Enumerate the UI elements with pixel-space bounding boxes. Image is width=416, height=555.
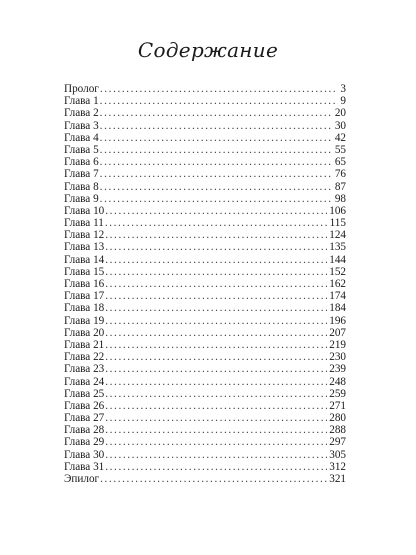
- toc-entry-page-number: 55: [334, 143, 346, 156]
- toc-entry: [64, 376, 346, 388]
- toc-entry-label: Глава 18: [64, 302, 105, 315]
- toc-entry: [64, 278, 346, 290]
- toc-dot-leader: [105, 424, 327, 436]
- toc-entry-page-number: 98: [334, 192, 346, 205]
- toc-dot-leader: [100, 120, 333, 132]
- toc-entry: [64, 95, 346, 107]
- toc-dot-leader: [105, 217, 328, 229]
- toc-entry-page-number: 124: [329, 229, 346, 242]
- toc-entry: [64, 461, 346, 473]
- toc-entry-label: Глава 8: [64, 180, 99, 193]
- toc-entry-label: Глава 24: [64, 375, 105, 388]
- toc-entry-label: Глава 27: [64, 412, 105, 425]
- toc-entry: [64, 400, 346, 412]
- toc-entry: [64, 388, 346, 400]
- toc-entry-page-number: 87: [334, 180, 346, 193]
- toc-dot-leader: [105, 241, 327, 253]
- toc-dot-leader: [105, 327, 327, 339]
- toc-entry-label: Глава 2: [64, 107, 99, 120]
- toc-entry-page-number: 219: [329, 338, 346, 351]
- toc-entry-label: Глава 25: [64, 387, 105, 400]
- toc-dot-leader: [105, 290, 327, 302]
- toc-entry: [64, 412, 346, 424]
- toc-entry: [64, 229, 346, 241]
- toc-dot-leader: [105, 376, 327, 388]
- toc-dot-leader: [105, 205, 327, 217]
- toc-dot-leader: [105, 351, 327, 363]
- toc-entry-page-number: 144: [329, 253, 346, 266]
- toc-dot-leader: [100, 83, 339, 95]
- toc-entry: [64, 424, 346, 436]
- toc-entry-label: Эпилог: [64, 473, 100, 485]
- toc-entry: [64, 327, 346, 339]
- toc-entry: [64, 315, 346, 327]
- toc-entry-label: Глава 7: [64, 168, 99, 181]
- toc-entry: [64, 290, 346, 302]
- toc-dot-leader: [100, 181, 333, 193]
- toc-dot-leader: [105, 229, 327, 241]
- toc-entry-label: Глава 5: [64, 143, 99, 156]
- toc-entry-page-number: 312: [329, 460, 346, 473]
- toc-entry-label: Глава 11: [64, 217, 104, 230]
- toc-entry: [64, 107, 346, 119]
- toc-entry: [64, 181, 346, 193]
- toc-entry-page-number: 196: [329, 314, 346, 327]
- toc-entry-label: Глава 31: [64, 460, 105, 473]
- toc-entry: [64, 363, 346, 375]
- toc-entry-label: Глава 1: [64, 95, 99, 108]
- toc-entry-page-number: 152: [329, 265, 346, 278]
- toc-entry: [64, 254, 346, 266]
- toc-dot-leader: [100, 168, 333, 180]
- toc-entry-label: Глава 17: [64, 290, 105, 303]
- toc-entry-page-number: 305: [329, 448, 346, 461]
- toc-entry: [64, 473, 346, 485]
- toc-entry-page-number: 20: [334, 107, 346, 120]
- toc-dot-leader: [105, 412, 327, 424]
- toc-entry-page-number: 321: [329, 473, 346, 485]
- toc-entry-page-number: 162: [329, 278, 346, 290]
- toc-entry-page-number: 30: [334, 119, 346, 132]
- toc-dot-leader: [105, 302, 327, 314]
- toc-dot-leader: [105, 266, 327, 278]
- toc-dot-leader: [105, 388, 327, 400]
- toc-entry-label: Глава 4: [64, 131, 99, 144]
- toc-entry-page-number: 239: [329, 363, 346, 376]
- toc-entry-label: Глава 14: [64, 253, 105, 266]
- toc-dot-leader: [105, 315, 327, 327]
- toc-entry: [64, 266, 346, 278]
- toc-entry-page-number: 297: [329, 436, 346, 449]
- toc-entry: [64, 132, 346, 144]
- toc-entry-page-number: 271: [329, 399, 346, 412]
- toc-entry: [64, 193, 346, 205]
- toc-entry-label: Глава 22: [64, 351, 105, 364]
- toc-entry-page-number: 135: [329, 241, 346, 254]
- toc-dot-leader: [105, 339, 327, 351]
- toc-entry-page-number: 230: [329, 351, 346, 364]
- toc-entry: [64, 83, 346, 95]
- toc-entry: [64, 217, 346, 229]
- toc-entry-page-number: 65: [334, 156, 346, 169]
- toc-dot-leader: [105, 363, 327, 375]
- toc-entry-page-number: 106: [329, 204, 346, 217]
- toc-entry-label: Глава 6: [64, 156, 99, 169]
- toc-entry-page-number: 42: [334, 131, 346, 144]
- toc-dot-leader: [105, 436, 327, 448]
- toc-entry-label: Глава 28: [64, 424, 105, 437]
- toc-entry-label: Глава 23: [64, 363, 105, 376]
- toc-entry-label: Глава 21: [64, 338, 105, 351]
- toc-dot-leader: [100, 473, 327, 485]
- toc-dot-leader: [105, 449, 327, 461]
- toc-entry-label: Глава 19: [64, 314, 105, 327]
- toc-entry-page-number: 288: [329, 424, 346, 437]
- toc-dot-leader: [100, 156, 333, 168]
- toc-entry: [64, 436, 346, 448]
- toc-entry-label: Глава 16: [64, 278, 105, 290]
- toc-entry-label: Глава 12: [64, 229, 105, 242]
- toc-entry-label: Глава 9: [64, 192, 99, 205]
- toc-entry-page-number: 207: [329, 326, 346, 339]
- toc-entry: [64, 120, 346, 132]
- toc-entry-page-number: 184: [329, 302, 346, 315]
- toc-entry: [64, 168, 346, 180]
- toc-dot-leader: [105, 278, 327, 290]
- toc-entry-label: Глава 15: [64, 265, 105, 278]
- table-of-contents: [64, 83, 346, 485]
- toc-entry: [64, 302, 346, 314]
- toc-entry: [64, 339, 346, 351]
- toc-entry-page-number: 259: [329, 387, 346, 400]
- toc-entry-page-number: 115: [329, 217, 346, 230]
- toc-entry-label: Глава 20: [64, 326, 105, 339]
- toc-entry-page-number: 248: [329, 375, 346, 388]
- toc-entry-page-number: 174: [329, 290, 346, 303]
- toc-entry-page-number: 9: [340, 95, 346, 108]
- toc-dot-leader: [105, 254, 327, 266]
- toc-entry-label: Глава 29: [64, 436, 105, 449]
- toc-entry: [64, 156, 346, 168]
- toc-entry: [64, 449, 346, 461]
- toc-entry-page-number: 3: [340, 83, 346, 95]
- toc-entry-label: Глава 26: [64, 399, 105, 412]
- toc-entry-label: Глава 10: [64, 204, 105, 217]
- toc-entry-label: Глава 30: [64, 448, 105, 461]
- toc-dot-leader: [100, 95, 339, 107]
- toc-entry-label: Глава 13: [64, 241, 105, 254]
- toc-dot-leader: [105, 461, 327, 473]
- toc-dot-leader: [100, 193, 333, 205]
- toc-entry-label: Глава 3: [64, 119, 99, 132]
- toc-entry-page-number: 280: [329, 412, 346, 425]
- toc-dot-leader: [105, 400, 327, 412]
- toc-dot-leader: [100, 107, 333, 119]
- toc-entry: [64, 205, 346, 217]
- toc-entry: [64, 241, 346, 253]
- toc-entry: [64, 144, 346, 156]
- toc-entry-page-number: 76: [334, 168, 346, 181]
- toc-entry-label: Пролог: [64, 83, 99, 95]
- page-title: Содержание: [137, 38, 279, 62]
- toc-dot-leader: [100, 132, 333, 144]
- toc-dot-leader: [100, 144, 333, 156]
- toc-entry: [64, 351, 346, 363]
